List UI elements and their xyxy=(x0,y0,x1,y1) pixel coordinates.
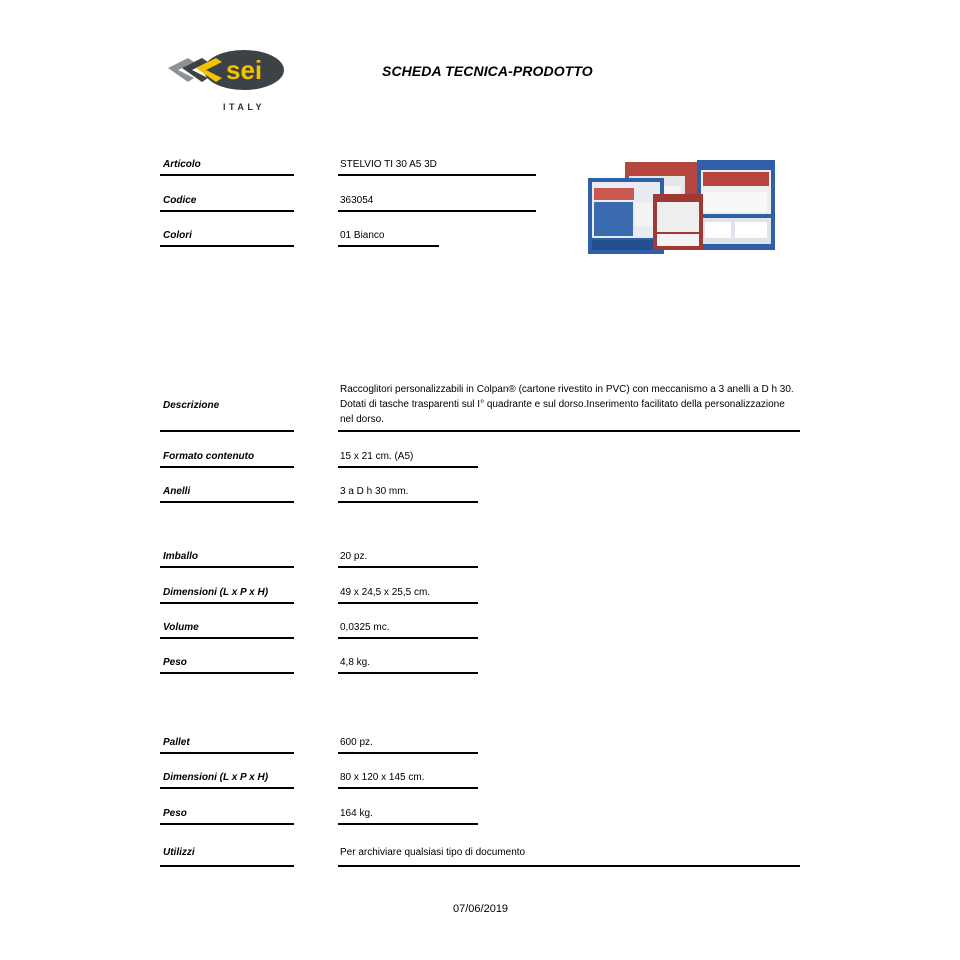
value-imballo: 20 pz. xyxy=(340,551,368,562)
sei-italy-logo xyxy=(164,46,288,118)
value-pallet-dimensioni: 80 x 120 x 145 cm. xyxy=(340,772,425,783)
value-imballo-dimensioni: 49 x 24,5 x 25,5 cm. xyxy=(340,587,431,598)
divider xyxy=(338,210,536,212)
value-utilizzi: Per archiviare qualsiasi tipo di documento xyxy=(340,847,526,858)
logo-subtitle: ITALY xyxy=(223,102,266,112)
value-formato: 15 x 21 cm. (A5) xyxy=(340,451,414,462)
label-imballo-peso: Peso xyxy=(163,657,187,668)
label-formato: Formato contenuto xyxy=(163,451,255,462)
divider xyxy=(338,823,478,825)
divider xyxy=(160,245,294,247)
divider xyxy=(160,637,294,639)
divider xyxy=(160,210,294,212)
logo-mark-icon xyxy=(164,46,288,102)
value-pallet: 600 pz. xyxy=(340,737,373,748)
divider xyxy=(338,602,478,604)
value-colori: 01 Bianco xyxy=(340,230,385,241)
divider xyxy=(160,752,294,754)
divider xyxy=(338,501,478,503)
divider xyxy=(338,637,478,639)
divider xyxy=(338,466,478,468)
divider xyxy=(160,672,294,674)
divider xyxy=(160,501,294,503)
divider xyxy=(338,174,536,176)
label-colori: Colori xyxy=(163,230,192,241)
divider xyxy=(338,430,800,432)
value-anelli: 3 a D h 30 mm. xyxy=(340,486,409,497)
value-codice: 363054 xyxy=(340,195,374,206)
divider xyxy=(160,174,294,176)
value-imballo-peso: 4,8 kg. xyxy=(340,657,371,668)
divider xyxy=(160,602,294,604)
divider xyxy=(338,752,478,754)
page-title: SCHEDA TECNICA-PRODOTTO xyxy=(382,63,593,79)
value-descrizione: Raccoglitori personalizzabili in Colpan® (cartone rivestito in PVC) con meccanismo a 3 anelli a D h 30. Dotati di tasche trasparenti sul I° quadrante e sul dorso.Inserimento facilitato della personalizzazione nel dorso. xyxy=(340,384,794,425)
divider xyxy=(338,865,800,867)
divider xyxy=(160,566,294,568)
label-volume: Volume xyxy=(163,622,199,633)
divider xyxy=(160,787,294,789)
label-pallet: Pallet xyxy=(163,737,190,748)
label-imballo: Imballo xyxy=(163,551,199,562)
label-imballo-dimensioni: Dimensioni (L x P x H) xyxy=(163,587,269,598)
divider xyxy=(338,245,439,247)
label-codice: Codice xyxy=(163,195,197,206)
label-descrizione: Descrizione xyxy=(163,400,220,411)
divider xyxy=(338,672,478,674)
label-pallet-dimensioni: Dimensioni (L x P x H) xyxy=(163,772,269,783)
divider xyxy=(160,430,294,432)
footer-date: 07/06/2019 xyxy=(453,903,509,915)
label-anelli: Anelli xyxy=(163,486,191,497)
product-image xyxy=(585,158,781,254)
divider xyxy=(160,823,294,825)
label-pallet-peso: Peso xyxy=(163,808,187,819)
value-pallet-peso: 164 kg. xyxy=(340,808,373,819)
value-volume: 0,0325 mc. xyxy=(340,622,390,633)
label-utilizzi: Utilizzi xyxy=(163,847,195,858)
logo-word: sei xyxy=(226,55,263,85)
divider xyxy=(338,787,478,789)
label-articolo: Articolo xyxy=(163,159,201,170)
divider xyxy=(338,566,478,568)
value-articolo: STELVIO TI 30 A5 3D xyxy=(340,159,437,170)
divider xyxy=(160,865,294,867)
divider xyxy=(160,466,294,468)
